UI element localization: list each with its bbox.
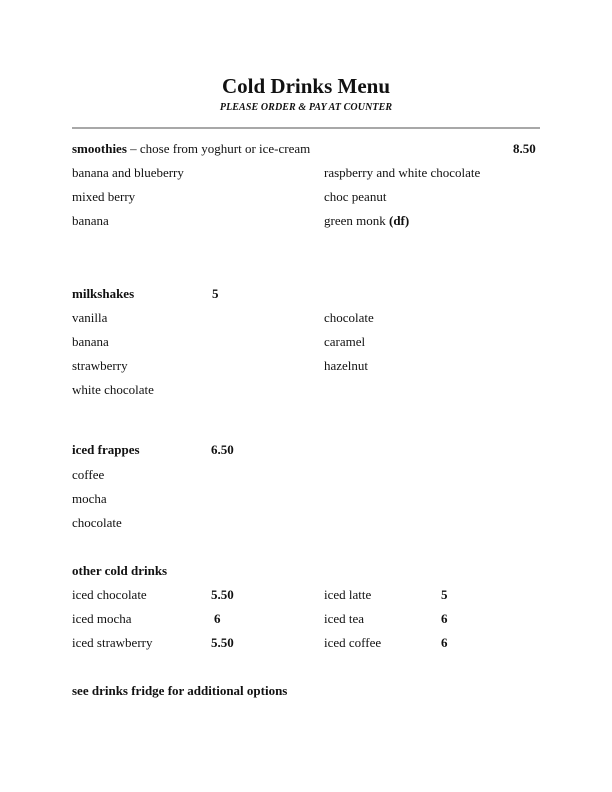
section-name: milkshakes: [72, 286, 135, 301]
menu-item: strawberry: [72, 358, 128, 373]
section-price: 5: [212, 286, 219, 301]
section-note: – chose from yoghurt or ice-cream: [126, 141, 311, 156]
menu-item: chocolate: [72, 515, 122, 530]
section-name: smoothies: [72, 141, 127, 156]
section-name: iced frappes: [72, 442, 140, 457]
menu-item: [324, 213, 409, 229]
footer-note: see drinks fridge for additional options: [72, 683, 288, 698]
menu-item-name: iced strawberry: [72, 635, 153, 650]
menu-item-name: iced latte: [324, 587, 372, 602]
menu-item: vanilla: [72, 310, 108, 325]
page-title: Cold Drinks Menu: [221, 74, 391, 98]
section-price: 6.50: [211, 442, 234, 457]
menu-item-price: 5: [441, 587, 448, 602]
menu-item-price: 6: [441, 635, 448, 650]
menu-item: choc peanut: [324, 189, 387, 204]
menu-item: banana and blueberry: [72, 165, 184, 180]
menu-item: hazelnut: [324, 358, 369, 373]
menu-item-price: 6: [441, 611, 448, 626]
menu-item-name: iced coffee: [324, 635, 382, 650]
dairy-free-tag: (df): [388, 213, 410, 228]
menu-item: mocha: [72, 491, 107, 506]
menu-item: coffee: [72, 467, 105, 482]
section-name: other cold drinks: [72, 563, 168, 578]
page-subtitle: PLEASE ORDER & PAY AT COUNTER: [219, 102, 393, 113]
menu-item-price: 5.50: [211, 587, 234, 602]
header-divider: [72, 127, 540, 129]
menu-item: mixed berry: [72, 189, 136, 204]
menu-item-name: iced tea: [324, 611, 365, 626]
menu-item: caramel: [324, 334, 366, 349]
section-price: 8.50: [513, 141, 536, 156]
menu-item-price: 5.50: [211, 635, 234, 650]
menu-item-name: iced chocolate: [72, 587, 147, 602]
menu-item: white chocolate: [72, 382, 154, 397]
menu-item: banana: [72, 213, 109, 228]
section-heading: [72, 141, 310, 157]
menu-item: raspberry and white chocolate: [324, 165, 481, 180]
menu-item-name: iced mocha: [72, 611, 132, 626]
menu-item: banana: [72, 334, 109, 349]
menu-item-name: green monk: [324, 213, 386, 228]
menu-item: chocolate: [324, 310, 374, 325]
menu-item-price: 6: [214, 611, 221, 626]
